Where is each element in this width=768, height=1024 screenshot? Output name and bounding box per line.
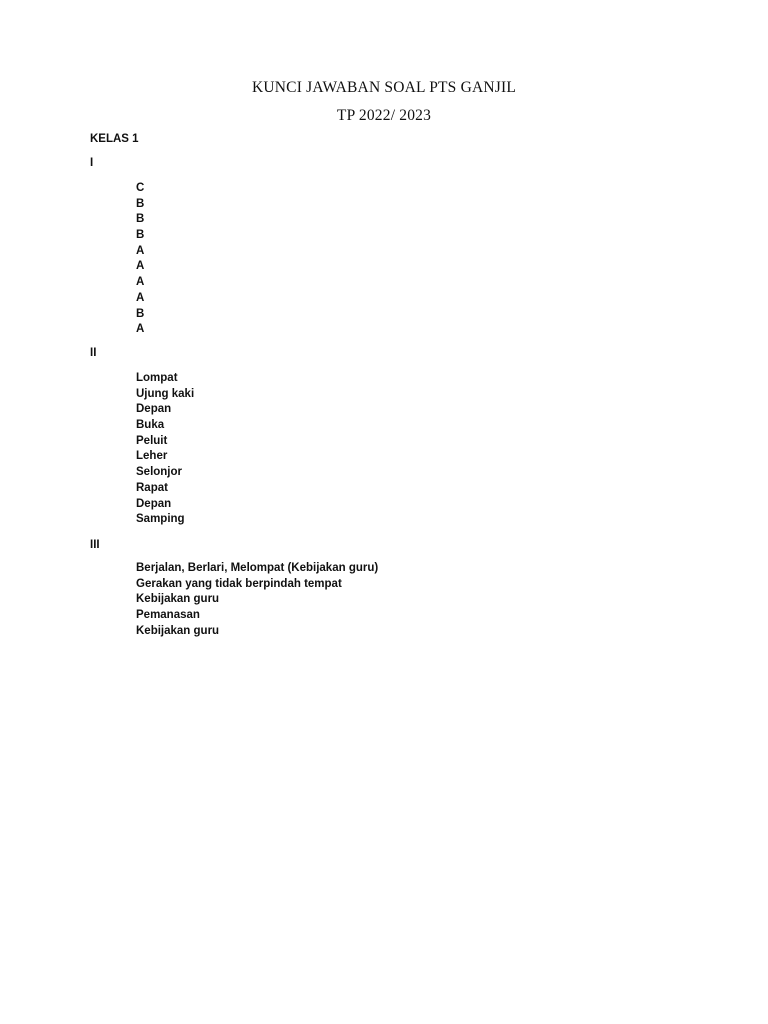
section-heading-3: III	[90, 539, 100, 551]
section-heading-1: I	[90, 157, 94, 169]
item-answer: Peluit	[136, 434, 168, 447]
item-answer: Gerakan yang tidak berpindah tempat	[136, 577, 342, 590]
item-answer: Lompat	[136, 372, 178, 384]
item-answer: Depan	[136, 403, 172, 416]
class-label: KELAS 1	[90, 133, 139, 145]
document-subtitle: TP 2022/ 2023	[336, 107, 432, 124]
item-answer: Leher	[136, 450, 168, 463]
item-answer: A	[136, 323, 145, 336]
item-answer: A	[136, 244, 145, 257]
item-answer: B	[136, 307, 145, 320]
item-answer: Selonjor	[136, 466, 183, 479]
item-answer: Kebijakan guru	[136, 624, 220, 637]
item-answer: B	[136, 229, 145, 242]
item-answer: B	[136, 213, 145, 226]
item-answer: Ujung kaki	[136, 387, 195, 400]
item-answer: Rapat	[136, 481, 168, 494]
document-title: KUNCI JAWABAN SOAL PTS GANJIL	[251, 79, 517, 96]
item-answer: C	[136, 182, 145, 194]
item-answer: A	[136, 291, 145, 304]
item-answer: Samping	[136, 513, 185, 526]
item-answer: Berjalan, Berlari, Melompat (Kebijakan guru)	[136, 562, 379, 574]
item-answer: A	[136, 260, 145, 273]
item-answer: B	[136, 197, 145, 210]
item-answer: Depan	[136, 497, 172, 510]
section-heading-2: II	[90, 347, 97, 359]
item-answer: A	[136, 276, 145, 289]
item-answer: Kebijakan guru	[136, 593, 220, 606]
item-answer: Buka	[136, 419, 165, 432]
item-answer: Pemanasan	[136, 609, 200, 622]
